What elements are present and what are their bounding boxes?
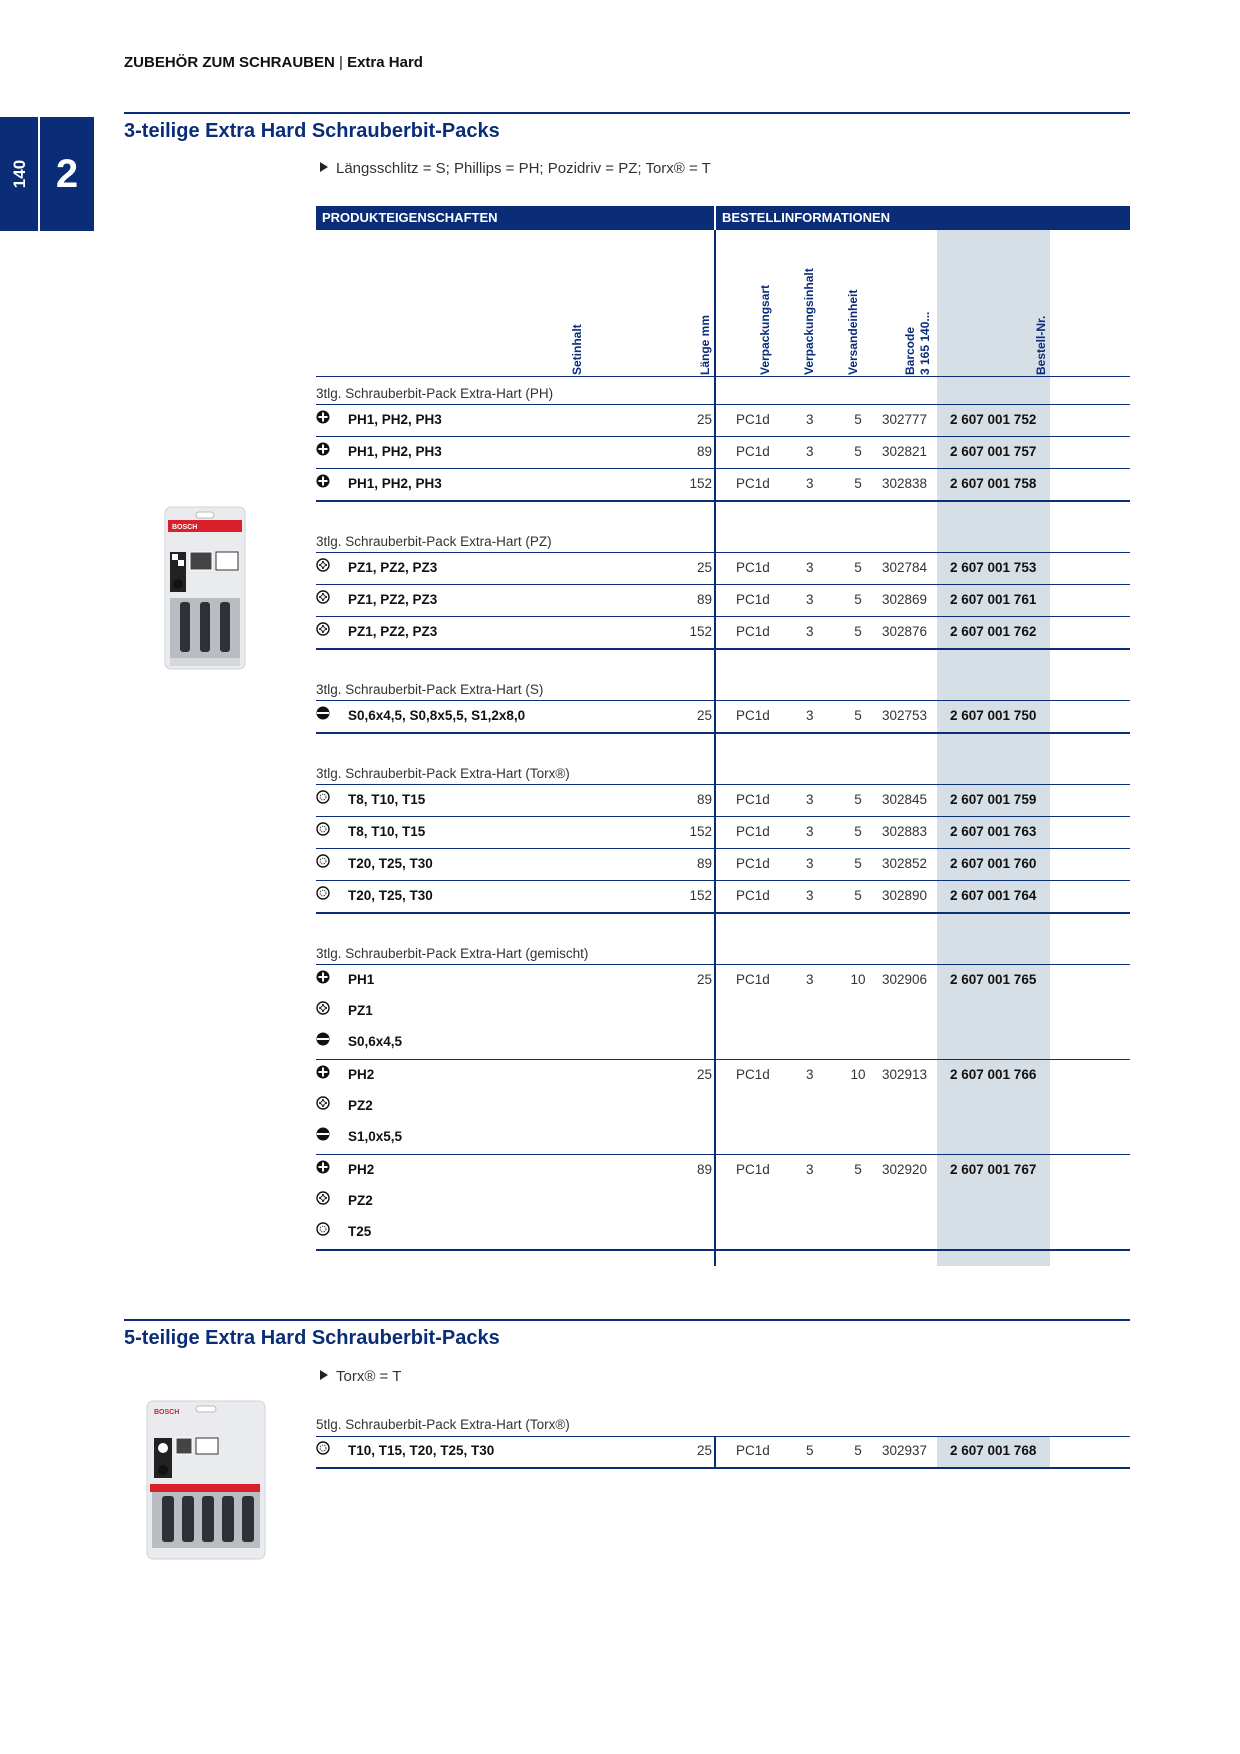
table-row: [316, 1032, 1130, 1052]
row-rule: [316, 964, 1130, 965]
shipping-unit: 5: [854, 476, 862, 491]
order-number: 2 607 001 762: [950, 624, 1037, 639]
barcode: 302906: [882, 972, 928, 987]
shipping-unit: 5: [854, 444, 862, 459]
shipping-unit: 5: [854, 824, 862, 839]
order-number: 2 607 001 752: [950, 412, 1037, 427]
group-bottom-rule: [316, 1249, 1130, 1251]
photo-brand-label-2: BOSCH: [154, 1409, 180, 1416]
row-rule: [316, 552, 1130, 553]
phillips-icon: [316, 442, 330, 456]
table-row: [316, 822, 1130, 842]
packaging-content: 3: [806, 1162, 814, 1177]
length-mm: 25: [696, 560, 712, 575]
packaging-content: 3: [806, 560, 814, 575]
packaging-content: 5: [806, 1443, 814, 1458]
row-rule: [316, 1059, 1130, 1060]
barcode: 302777: [882, 412, 928, 427]
packaging-content: 3: [806, 1067, 814, 1082]
group-rule: [316, 1436, 1130, 1437]
arrow-icon: [320, 162, 328, 172]
set-content: T25: [348, 1224, 372, 1239]
length-mm: 25: [696, 708, 712, 723]
packaging-type: PC1d: [736, 708, 770, 723]
barcode: 302937: [882, 1443, 928, 1458]
packaging-content: 3: [806, 972, 814, 987]
table-row: [316, 622, 1130, 642]
torx-icon: [316, 854, 330, 868]
packaging-content: 3: [806, 592, 814, 607]
chapter-tab: [0, 117, 94, 231]
phillips-icon: [316, 1160, 330, 1174]
barcode: 302845: [882, 792, 928, 807]
abbrev-note: [320, 160, 711, 177]
order-number: 2 607 001 757: [950, 444, 1037, 459]
product-photo-3-pack: [164, 506, 246, 670]
packaging-content: 3: [806, 624, 814, 639]
phillips-icon: [316, 970, 330, 984]
shipping-unit: 5: [854, 792, 862, 807]
set-content: S0,6x4,5: [348, 1034, 403, 1049]
packaging-type: PC1d: [736, 1162, 770, 1177]
row-rule: [316, 784, 1130, 785]
header-order-info: BESTELLINFORMATIONEN: [722, 210, 891, 225]
col-bestellnr: Bestell-Nr.: [1034, 315, 1048, 375]
table-row: [316, 706, 1130, 726]
col-barcode-prefix: 3 165 140...: [918, 311, 932, 375]
slotted-icon: [316, 706, 330, 720]
section2-title: 5-teilige Extra Hard Schrauberbit-Packs: [124, 1327, 500, 1349]
shipping-unit: 5: [854, 624, 862, 639]
barcode: 302821: [882, 444, 928, 459]
header-product-properties: PRODUKTEIGENSCHAFTEN: [322, 210, 498, 225]
barcode: 302852: [882, 856, 928, 871]
barcode: 302890: [882, 888, 928, 903]
packaging-type: PC1d: [736, 444, 770, 459]
set-content: PH1, PH2, PH3: [348, 444, 442, 459]
torx-icon: [316, 1222, 330, 1236]
section-title: 3-teilige Extra Hard Schrauberbit-Packs: [124, 120, 500, 142]
group-title: 3tlg. Schrauberbit-Pack Extra-Hart (PH): [316, 386, 554, 401]
set-content: PZ1, PZ2, PZ3: [348, 560, 438, 575]
phillips-icon: [316, 410, 330, 424]
packaging-content: 3: [806, 792, 814, 807]
running-header: [124, 54, 423, 71]
group-title: 3tlg. Schrauberbit-Pack Extra-Hart (Torx®): [316, 766, 570, 781]
length-mm: 25: [696, 412, 712, 427]
page-number: 140: [10, 159, 29, 189]
length-mm: 89: [696, 592, 712, 607]
set-content: T8, T10, T15: [348, 824, 426, 839]
header-separator: |: [339, 54, 343, 71]
table-header-bar: [316, 206, 1130, 230]
pozidriv-icon: [316, 1191, 330, 1205]
set-content: S1,0x5,5: [348, 1129, 403, 1144]
length-mm: 152: [689, 624, 712, 639]
col-setinhalt: Setinhalt: [570, 324, 584, 375]
header-category: ZUBEHÖR ZUM SCHRAUBEN: [124, 54, 335, 71]
table-row: [316, 1001, 1130, 1021]
set-content: T10, T15, T20, T25, T30: [348, 1443, 495, 1458]
torx-icon: [316, 790, 330, 804]
length-mm: 152: [689, 824, 712, 839]
order-number: 2 607 001 766: [950, 1067, 1037, 1082]
table-row: [316, 442, 1130, 462]
row-rule: [316, 436, 1130, 437]
group-title: 3tlg. Schrauberbit-Pack Extra-Hart (gemischt): [316, 946, 589, 961]
group-title: 3tlg. Schrauberbit-Pack Extra-Hart (S): [316, 682, 544, 697]
table-row: [316, 410, 1130, 430]
section2-note: [320, 1368, 401, 1385]
pozidriv-icon: [316, 1096, 330, 1110]
packaging-content: 3: [806, 824, 814, 839]
shipping-unit: 10: [850, 1067, 866, 1082]
shipping-unit: 5: [854, 560, 862, 575]
packaging-type: PC1d: [736, 824, 770, 839]
slotted-icon: [316, 1032, 330, 1046]
phillips-icon: [316, 1065, 330, 1079]
packaging-type: PC1d: [736, 1443, 770, 1458]
torx-icon: [316, 886, 330, 900]
order-number: 2 607 001 761: [950, 592, 1037, 607]
packaging-content: 3: [806, 708, 814, 723]
set-content: PZ1: [348, 1003, 373, 1018]
set-content: PH1, PH2, PH3: [348, 412, 442, 427]
pozidriv-icon: [316, 622, 330, 636]
table-row: [316, 886, 1130, 906]
order-number: 2 607 001 767: [950, 1162, 1037, 1177]
torx-icon: [316, 822, 330, 836]
order-number: 2 607 001 753: [950, 560, 1037, 575]
length-mm: 89: [696, 856, 712, 871]
abbrev-note-text: Längsschlitz = S; Phillips = PH; Pozidriv = PZ; Torx® = T: [336, 160, 711, 177]
order-number: 2 607 001 760: [950, 856, 1037, 871]
packaging-type: PC1d: [736, 624, 770, 639]
order-number: 2 607 001 765: [950, 972, 1037, 987]
length-mm: 89: [696, 792, 712, 807]
set-content: PH2: [348, 1162, 375, 1177]
header-separator-bar: [714, 206, 716, 230]
shipping-unit: 5: [854, 412, 862, 427]
group-bottom-rule: [316, 1467, 1130, 1469]
section-rule: [124, 112, 1130, 114]
table-row: [316, 1127, 1130, 1147]
shipping-unit: 5: [854, 1162, 862, 1177]
pozidriv-icon: [316, 590, 330, 604]
shipping-unit: 5: [854, 856, 862, 871]
table-row: [316, 1441, 1130, 1461]
group-bottom-rule: [316, 648, 1130, 650]
set-content: T20, T25, T30: [348, 856, 433, 871]
table-row: [316, 1191, 1130, 1211]
packaging-content: 3: [806, 856, 814, 871]
product-photo-5-pack: [146, 1400, 266, 1560]
length-mm: 25: [696, 972, 712, 987]
pozidriv-icon: [316, 1001, 330, 1015]
set-content: T8, T10, T15: [348, 792, 426, 807]
col-verpackungsart: Verpackungsart: [758, 284, 772, 375]
packaging-type: PC1d: [736, 888, 770, 903]
set-content: PZ2: [348, 1098, 373, 1113]
group-bottom-rule: [316, 912, 1130, 914]
row-rule: [316, 848, 1130, 849]
table-row: [316, 474, 1130, 494]
packaging-type: PC1d: [736, 972, 770, 987]
barcode: 302920: [882, 1162, 928, 1177]
order-number: 2 607 001 759: [950, 792, 1037, 807]
shipping-unit: 5: [854, 888, 862, 903]
table-row: [316, 970, 1130, 990]
barcode: 302838: [882, 476, 928, 491]
col-laenge: Länge mm: [698, 314, 712, 375]
packaging-type: PC1d: [736, 1067, 770, 1082]
table-row: [316, 1160, 1130, 1180]
table-header-rule: [316, 376, 1130, 377]
set-content: PZ2: [348, 1193, 373, 1208]
col-barcode: Barcode: [903, 326, 917, 375]
set-content: PH1: [348, 972, 375, 987]
order-number: 2 607 001 764: [950, 888, 1037, 903]
table-row: [316, 790, 1130, 810]
set-content: PZ1, PZ2, PZ3: [348, 592, 438, 607]
packaging-content: 3: [806, 444, 814, 459]
torx-icon: [316, 1441, 330, 1455]
slotted-icon: [316, 1127, 330, 1141]
barcode: 302753: [882, 708, 928, 723]
table-row: [316, 1096, 1130, 1116]
pozidriv-icon: [316, 558, 330, 572]
table-row: [316, 854, 1130, 874]
set-content: PZ1, PZ2, PZ3: [348, 624, 438, 639]
col-versandeinheit: Versandeinheit: [846, 289, 860, 375]
row-rule: [316, 816, 1130, 817]
packaging-content: 3: [806, 888, 814, 903]
shipping-unit: 5: [854, 592, 862, 607]
header-subcategory: Extra Hard: [347, 54, 423, 71]
row-rule: [316, 1154, 1130, 1155]
table-row: [316, 590, 1130, 610]
group-bottom-rule: [316, 732, 1130, 734]
section2-note-text: Torx® = T: [336, 1368, 402, 1385]
barcode: 302784: [882, 560, 928, 575]
length-mm: 152: [689, 888, 712, 903]
table-row: [316, 1222, 1130, 1242]
length-mm: 89: [696, 444, 712, 459]
col-verpackungsinhalt: Verpackungsinhalt: [802, 268, 816, 375]
table-row: [316, 558, 1130, 578]
photo-brand-label: BOSCH: [172, 524, 198, 531]
length-mm: 152: [689, 476, 712, 491]
packaging-content: 3: [806, 412, 814, 427]
set-content: T20, T25, T30: [348, 888, 433, 903]
length-mm: 25: [696, 1443, 712, 1458]
phillips-icon: [316, 474, 330, 488]
set-content: S0,6x4,5, S0,8x5,5, S1,2x8,0: [348, 708, 526, 723]
packaging-type: PC1d: [736, 592, 770, 607]
order-number: 2 607 001 758: [950, 476, 1037, 491]
row-rule: [316, 468, 1130, 469]
order-number: 2 607 001 768: [950, 1443, 1037, 1458]
row-rule: [316, 700, 1130, 701]
set-content: PH1, PH2, PH3: [348, 476, 442, 491]
order-number: 2 607 001 750: [950, 708, 1037, 723]
group-title-5-pack: 5tlg. Schrauberbit-Pack Extra-Hart (Torx®): [316, 1417, 570, 1432]
packaging-type: PC1d: [736, 792, 770, 807]
length-mm: 89: [696, 1162, 712, 1177]
set-content: PH2: [348, 1067, 375, 1082]
order-number: 2 607 001 763: [950, 824, 1037, 839]
shipping-unit: 5: [854, 708, 862, 723]
packaging-content: 3: [806, 476, 814, 491]
section2-rule: [124, 1319, 1130, 1321]
row-rule: [316, 880, 1130, 881]
packaging-type: PC1d: [736, 560, 770, 575]
group-bottom-rule: [316, 500, 1130, 502]
packaging-type: PC1d: [736, 476, 770, 491]
packaging-type: PC1d: [736, 412, 770, 427]
shipping-unit: 5: [854, 1443, 862, 1458]
barcode: 302883: [882, 824, 928, 839]
packaging-type: PC1d: [736, 856, 770, 871]
arrow-icon: [320, 1370, 328, 1380]
group-title: 3tlg. Schrauberbit-Pack Extra-Hart (PZ): [316, 534, 552, 549]
row-rule: [316, 404, 1130, 405]
chapter-number: 2: [55, 151, 79, 196]
row-rule: [316, 616, 1130, 617]
shipping-unit: 10: [850, 972, 866, 987]
row-rule: [316, 584, 1130, 585]
barcode: 302913: [882, 1067, 928, 1082]
barcode: 302869: [882, 592, 928, 607]
barcode: 302876: [882, 624, 928, 639]
table-row: [316, 1065, 1130, 1085]
length-mm: 25: [696, 1067, 712, 1082]
